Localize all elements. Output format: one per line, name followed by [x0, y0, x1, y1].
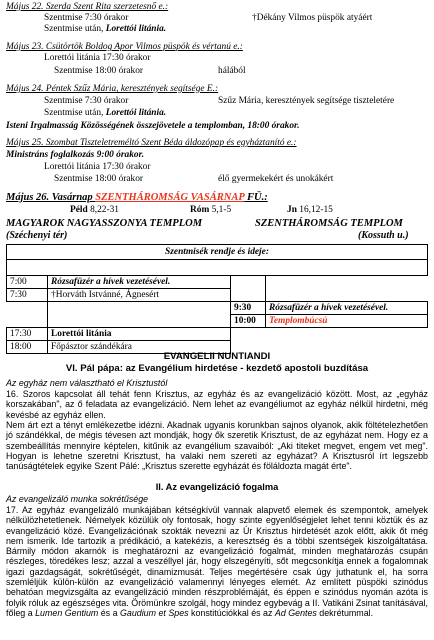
- reading-1-ref: 8,22-31: [87, 205, 119, 215]
- may24-intention: Szűz Mária, keresztények segítsége tiszteletére: [218, 96, 395, 106]
- table-row: [7, 315, 428, 328]
- table-row: [7, 276, 428, 289]
- section2-gaudium-et-spes: Gaudium et Spes: [120, 607, 189, 618]
- may25-litany: Lorettói litánia 17:30 órakor: [44, 162, 151, 172]
- may26-heading-feast: SZENTHÁROMSÁG VASÁRNAP: [95, 192, 245, 203]
- church-left-name: MAGYAROK NAGYASSZONYA TEMPLOM: [6, 218, 203, 229]
- schedule-time: 17:30: [7, 328, 48, 341]
- reading-2: [190, 205, 231, 216]
- section2-heading: Az evangelizáló munka sokrétűsége: [6, 494, 149, 504]
- may22-litany-bold: Lorettói litánia.: [105, 24, 167, 34]
- may24-litany: [44, 108, 166, 119]
- schedule-time: 9:30: [231, 302, 266, 315]
- may22-mass-time: Szentmise 7:30 órakor: [44, 13, 129, 23]
- schedule-event: Rózsafüzér a hívek vezetésével.: [48, 276, 231, 289]
- may22-heading: Május 22. Szerda Szent Rita szerzetesnő e.:: [6, 2, 169, 12]
- document-subtitle: VI. Pál pápa: az Evangélium hirdetése - kezdető apostoli buzdítása: [65, 363, 369, 374]
- may24-note: Isteni Irgalmasság Közösségének összejövetele a templomban, 18:00 órakor.: [6, 121, 300, 131]
- table-row: [7, 289, 428, 302]
- reading-1: [70, 205, 119, 216]
- schedule-event: Rózsafüzér a hívek vezetésével.: [266, 302, 428, 315]
- schedule-time: 18:00: [7, 341, 48, 354]
- church-right-name: SZENTHÁROMSÁG TEMPLOM: [255, 218, 403, 229]
- may26-heading-prefix: Május 26. Vasárnap: [6, 192, 96, 203]
- schedule-time: 10:00: [231, 315, 266, 328]
- may22-litany-prefix: Szentmise után,: [44, 24, 106, 34]
- section2-paragraph: [6, 505, 428, 618]
- reading-3: [287, 205, 333, 216]
- may25-intention: élő gyermekekért és unokákért: [218, 174, 334, 184]
- reading-2-label: Róm: [190, 205, 210, 215]
- section1-heading: Az egyház nem választható el Krisztustól: [6, 378, 168, 388]
- section1-paragraph: 16. Szoros kapcsolat áll tehát fenn Krisztus, az egyház és az evangelizáció között. Most, az „egyház korszakában", az ő feladata az evangelizáció. Nem lehet az evangéliumot az egyház nélkül hirdetni, még kevésbé az egyház ellen.: [6, 389, 428, 420]
- mass-schedule-table: [6, 244, 428, 354]
- may25-ministrant: Ministráns foglalkozás 9:00 órakor.: [6, 150, 145, 160]
- section2-text-c: dekrétummal.: [316, 607, 374, 618]
- schedule-time: 7:00: [7, 276, 48, 289]
- may23-intention: hálából: [218, 66, 246, 76]
- may22-litany: [44, 24, 166, 35]
- may23-litany: Lorettói litánia 17:30 órakor: [44, 53, 151, 63]
- section2-lumen-gentium: Lumen Gentium: [35, 607, 99, 618]
- schedule-event: †Horváth Istvánné, Ágnesért: [48, 289, 231, 302]
- may23-heading: Május 23. Csütörtök Boldog Apor Vilmos püspök és vértanú e.:: [6, 42, 243, 52]
- schedule-time: 7:30: [7, 289, 48, 302]
- schedule-event: Lorettói litánia: [48, 328, 231, 341]
- schedule-event: Templombúcsú: [266, 315, 428, 328]
- reading-3-label: Jn: [287, 205, 297, 215]
- schedule-event: Főpásztor szándékára: [48, 341, 231, 354]
- may23-mass-time: Szentmise 18:00 órakor: [54, 66, 144, 76]
- may25-mass-time: Szentmise 18:00 órakor: [54, 174, 144, 184]
- section2-title: II. Az evangelizáció fogalma: [155, 482, 279, 492]
- may22-intention: †Dékány Vilmos püspök atyáért: [252, 13, 373, 23]
- schedule-title: Szentmisék rendje és ideje:: [7, 245, 428, 260]
- may25-heading: Május 25. Szombat Tiszteletreméltó Szent Béda áldozópap és egyháztanító e.:: [6, 138, 297, 148]
- table-row: [7, 302, 428, 315]
- may24-litany-prefix: Szentmise után,: [44, 108, 106, 118]
- reading-3-ref: 16,12-15: [296, 205, 333, 215]
- document-title: EVANGELII NUNTIANDI: [163, 351, 271, 362]
- may26-heading: [6, 192, 268, 203]
- section2-text-b: konstitúciókkal és az: [188, 607, 275, 618]
- section1-paragraph2: Nem árt ezt a tényt emlékezetbe idézni. Akadnak ugyanis korunkban sajnos olyanok, akik föltételezhetően jó szándékkal, de mégis tévesen azt mondják, hogy ők szeretik Krisztust, de az egyházat nem. Hogy ez a szembeállítás mennyire képtelen, kitűnik az evangélium szavaiból: „Aki titeket megvet, engem vet meg". Hogyan is lehetne szeretni Krisztust, ha valaki nem szereti az egyházat? A Krisztusról írt legszebb tanúságtételek egyike Szent Pálé: „Krisztus szerette egyházát és föláldozta magát érte".: [6, 420, 428, 472]
- church-right-location: (Kossuth u.): [358, 230, 409, 241]
- may26-heading-suffix: FÜ.:: [244, 192, 268, 203]
- reading-2-ref: 5,1-5: [209, 205, 232, 215]
- church-left-location: (Széchenyi tér): [6, 230, 68, 241]
- reading-1-label: Péld: [70, 205, 88, 215]
- table-row: [7, 328, 428, 341]
- table-row: [7, 260, 428, 276]
- may24-mass-time: Szentmise 7:30 órakor: [44, 96, 129, 106]
- section2-text-a: 17. Az egyház evangelizáló munkájában kétségkívül vannak alapvető elemek és szempontok, amelyek nélkülözhetetlenek. Némelyek közülük oly fontosak, hogy szinte egyenlőségjelet lehet tenni köztük és az evangelizáció közé. Evangelizációnak szokták nevezni az Úr Krisztus hirdetését azok előtt, akik őt még nem ismerik. Ide tartozik a prédikáció, a katekézis, a keresztség és a többi szentségek kiszolgáltatása. Bármily módon akarnók is meghatározni az evangelizáció fogalmát, minden meghatározás csupán részleges, töredékes lesz; azzal a veszéllyel jár, hogy elszegényíti, sőt megcsonkítja ennek a fogalomnak igazi gazdagságát, sokrétűségét, dinamizmusát. Teljes megértésére csak úgy juthatunk el, ha sorra szemléljük külön-külön az evangelizáció valamennyi lényeges elemét. Az említett püspöki szinódus behatóan megvizsgálta az evangelizáció minden részproblémáját, és éppen e szinódus nyomán azóta is folyik róluk az egészséges vita. Örömünkre szolgál, hogy mindez egybevág a II. Vatikáni Zsinat tanításával, főleg a: [6, 505, 428, 618]
- section2-text-mid: és a: [98, 607, 120, 618]
- may24-litany-bold: Lorettói litánia.: [105, 108, 167, 118]
- section2-ad-gentes: Ad Gentes: [274, 607, 317, 618]
- may24-heading: Május 24. Péntek Szűz Mária, keresztények segítsége E.:: [6, 84, 219, 94]
